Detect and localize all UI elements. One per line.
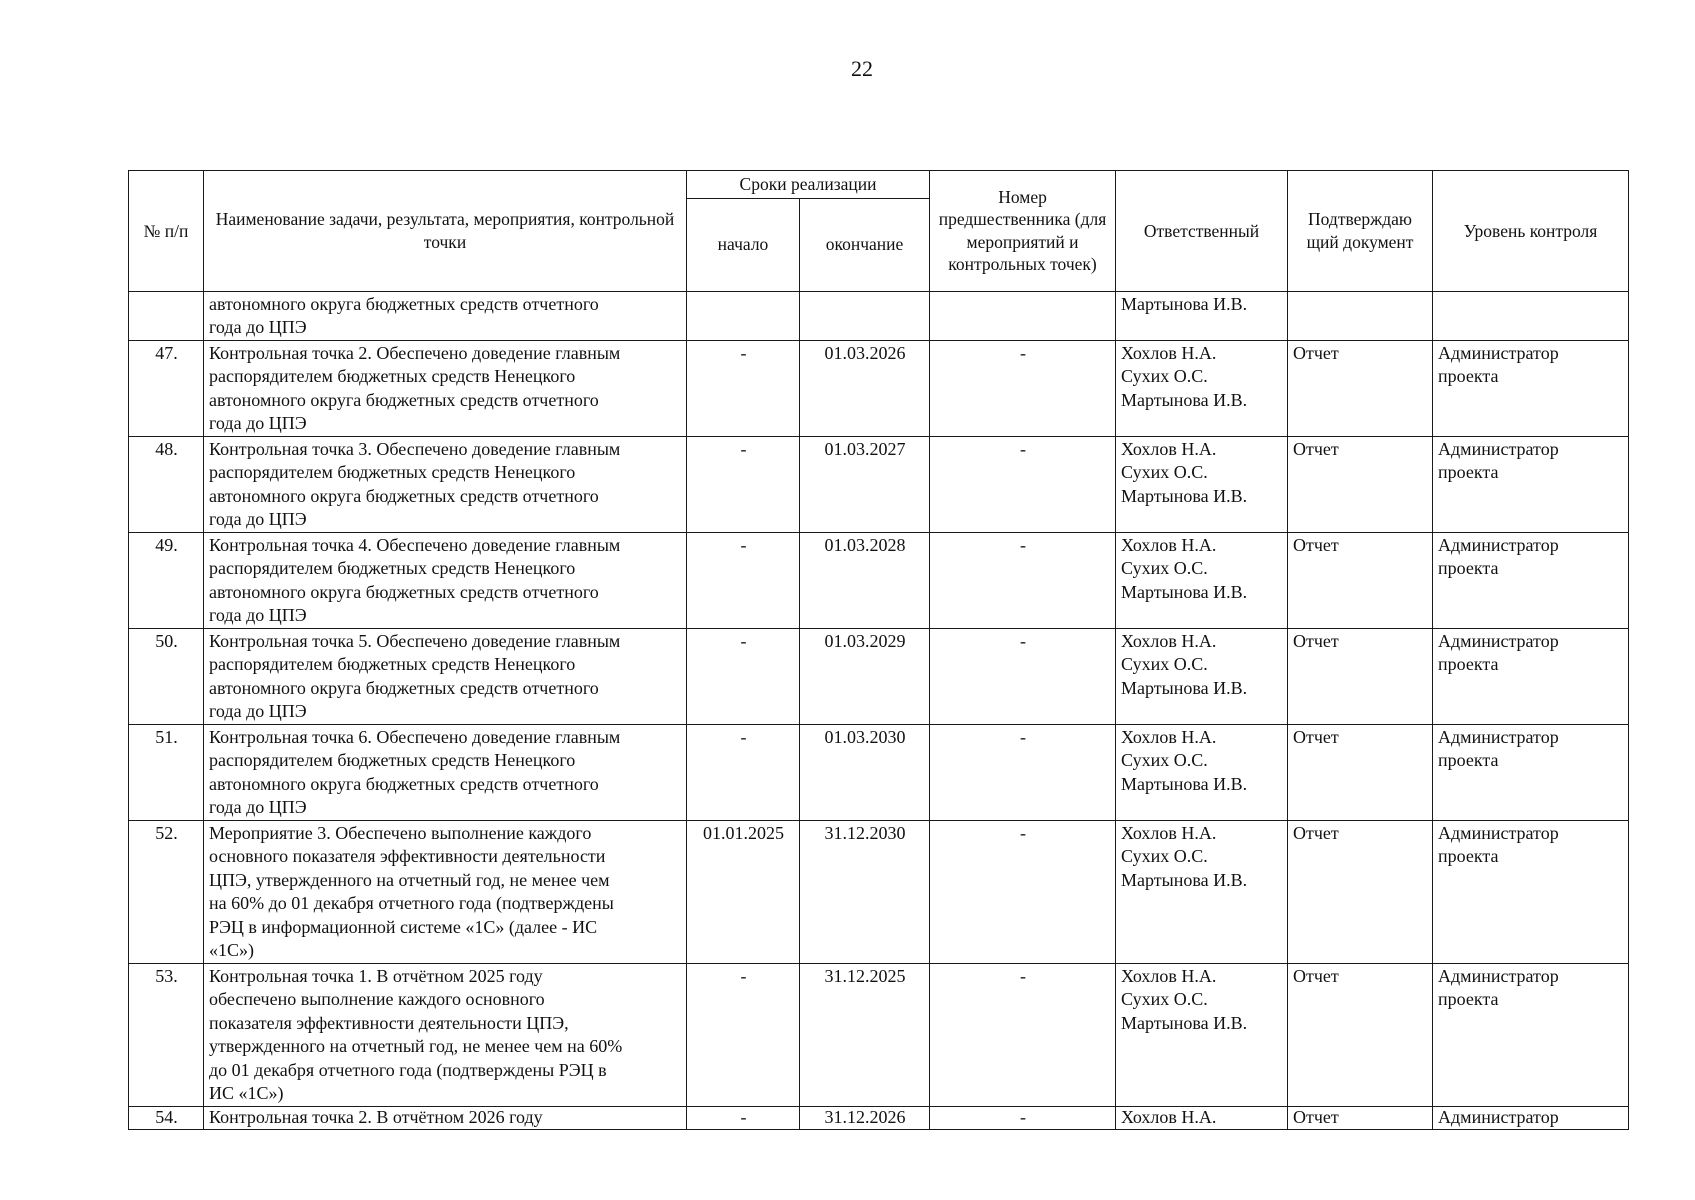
cell-predecessor: - [930, 1106, 1116, 1129]
table-row-continuation [129, 291, 1629, 340]
cell-predecessor [930, 291, 1116, 340]
cell-predecessor: - [930, 340, 1116, 436]
cell-start: - [687, 724, 800, 820]
cell-document: Отчет [1288, 963, 1433, 1106]
cell-predecessor: - [930, 628, 1116, 724]
header-name: Наименование задачи, результата, мероприятия, контрольной точки [204, 171, 687, 292]
cell-responsible: Хохлов Н.А. Сухих О.С. Мартынова И.В. [1116, 724, 1288, 820]
plan-table [128, 170, 1629, 1130]
cell-name: Контрольная точка 4. Обеспечено доведение главным распорядителем бюджетных средств Ненецкого автономного округа бюджетных средств отчетного года до ЦПЭ [204, 532, 687, 628]
table-row [129, 532, 1629, 628]
cell-predecessor: - [930, 963, 1116, 1106]
cell-name: Контрольная точка 1. В отчётном 2025 году обеспечено выполнение каждого основного показателя эффективности деятельности ЦПЭ, утвержденного на отчетный год, не менее чем на 60% до 01 декабря отчетного года (подтверждены РЭЦ в ИС «1С») [204, 963, 687, 1106]
cell-num: 48. [129, 436, 204, 532]
cell-num [129, 291, 204, 340]
cell-predecessor: - [930, 436, 1116, 532]
table-row [129, 628, 1629, 724]
table-header [129, 171, 1629, 292]
header-start: начало [687, 198, 800, 291]
table-row-last [129, 1106, 1629, 1129]
cell-control: Администратор проекта [1433, 724, 1629, 820]
table-body [129, 291, 1629, 1129]
cell-responsible: Мартынова И.В. [1116, 291, 1288, 340]
cell-end: 01.03.2028 [800, 532, 930, 628]
cell-control: Администратор проекта [1433, 820, 1629, 963]
cell-document: Отчет [1288, 1106, 1433, 1129]
cell-end: 01.03.2027 [800, 436, 930, 532]
cell-responsible: Хохлов Н.А. Сухих О.С. Мартынова И.В. [1116, 820, 1288, 963]
cell-start [687, 291, 800, 340]
cell-end: 31.12.2025 [800, 963, 930, 1106]
cell-responsible: Хохлов Н.А. [1116, 1106, 1288, 1129]
cell-responsible: Хохлов Н.А. Сухих О.С. Мартынова И.В. [1116, 436, 1288, 532]
cell-control: Администратор проекта [1433, 532, 1629, 628]
table-row [129, 963, 1629, 1106]
cell-name: Мероприятие 3. Обеспечено выполнение каждого основного показателя эффективности деятельности ЦПЭ, утвержденного на отчетный год, не менее чем на 60% до 01 декабря отчетного года (подтверждены РЭЦ в информационной системе «1С» (далее - ИС «1С») [204, 820, 687, 963]
cell-name: Контрольная точка 2. В отчётном 2026 году [204, 1106, 687, 1129]
cell-end: 31.12.2030 [800, 820, 930, 963]
header-predecessor: Номер предшественника (для мероприятий и контрольных точек) [930, 171, 1116, 292]
cell-start: - [687, 1106, 800, 1129]
cell-start: - [687, 532, 800, 628]
cell-document: Отчет [1288, 340, 1433, 436]
cell-num: 53. [129, 963, 204, 1106]
cell-start: - [687, 436, 800, 532]
cell-control: Администратор [1433, 1106, 1629, 1129]
cell-document [1288, 291, 1433, 340]
cell-num: 47. [129, 340, 204, 436]
table-row [129, 820, 1629, 963]
cell-end: 31.12.2026 [800, 1106, 930, 1129]
header-document: Подтверждаю щий документ [1288, 171, 1433, 292]
cell-control: Администратор проекта [1433, 436, 1629, 532]
cell-predecessor: - [930, 724, 1116, 820]
cell-document: Отчет [1288, 820, 1433, 963]
cell-name: Контрольная точка 2. Обеспечено доведение главным распорядителем бюджетных средств Ненецкого автономного округа бюджетных средств отчетного года до ЦПЭ [204, 340, 687, 436]
cell-control: Администратор проекта [1433, 963, 1629, 1106]
cell-predecessor: - [930, 532, 1116, 628]
cell-document: Отчет [1288, 724, 1433, 820]
cell-end: 01.03.2029 [800, 628, 930, 724]
cell-start: - [687, 340, 800, 436]
cell-end [800, 291, 930, 340]
cell-num: 54. [129, 1106, 204, 1129]
header-end: окончание [800, 198, 930, 291]
cell-document: Отчет [1288, 628, 1433, 724]
cell-start: - [687, 628, 800, 724]
header-timeline: Сроки реализации [687, 171, 930, 199]
header-num: № п/п [129, 171, 204, 292]
plan-table-container [128, 170, 1628, 1130]
cell-responsible: Хохлов Н.А. Сухих О.С. Мартынова И.В. [1116, 628, 1288, 724]
cell-start: - [687, 963, 800, 1106]
page-number: 22 [851, 56, 873, 81]
cell-num: 50. [129, 628, 204, 724]
cell-start: 01.01.2025 [687, 820, 800, 963]
table-row [129, 724, 1629, 820]
table-row [129, 436, 1629, 532]
cell-document: Отчет [1288, 532, 1433, 628]
cell-name: автономного округа бюджетных средств отчетного года до ЦПЭ [204, 291, 687, 340]
cell-end: 01.03.2026 [800, 340, 930, 436]
cell-predecessor: - [930, 820, 1116, 963]
cell-responsible: Хохлов Н.А. Сухих О.С. Мартынова И.В. [1116, 340, 1288, 436]
cell-name: Контрольная точка 5. Обеспечено доведение главным распорядителем бюджетных средств Ненецкого автономного округа бюджетных средств отчетного года до ЦПЭ [204, 628, 687, 724]
cell-end: 01.03.2030 [800, 724, 930, 820]
cell-control [1433, 291, 1629, 340]
cell-num: 49. [129, 532, 204, 628]
header-control: Уровень контроля [1433, 171, 1629, 292]
cell-num: 52. [129, 820, 204, 963]
cell-name: Контрольная точка 3. Обеспечено доведение главным распорядителем бюджетных средств Ненецкого автономного округа бюджетных средств отчетного года до ЦПЭ [204, 436, 687, 532]
cell-responsible: Хохлов Н.А. Сухих О.С. Мартынова И.В. [1116, 532, 1288, 628]
cell-num: 51. [129, 724, 204, 820]
table-row [129, 340, 1629, 436]
cell-document: Отчет [1288, 436, 1433, 532]
header-responsible: Ответственный [1116, 171, 1288, 292]
cell-control: Администратор проекта [1433, 628, 1629, 724]
cell-control: Администратор проекта [1433, 340, 1629, 436]
cell-name: Контрольная точка 6. Обеспечено доведение главным распорядителем бюджетных средств Ненецкого автономного округа бюджетных средств отчетного года до ЦПЭ [204, 724, 687, 820]
cell-responsible: Хохлов Н.А. Сухих О.С. Мартынова И.В. [1116, 963, 1288, 1106]
